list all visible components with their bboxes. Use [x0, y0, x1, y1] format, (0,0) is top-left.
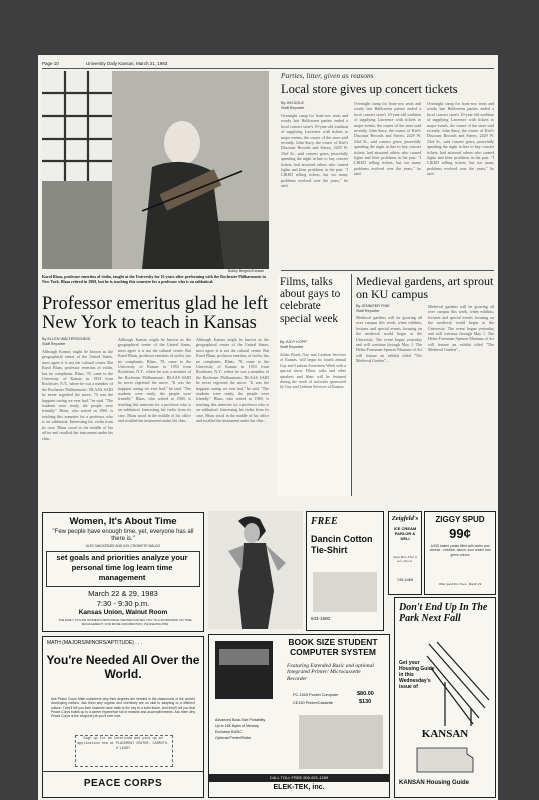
- blaas-body-col3: Although Kansas might be known as the geographical center of the United States, most agree it is not the cultural center. But Karol Blaas, professor emeritus of violin, has no complaints. Blaas, 78, came to the University of Kansas in 1953 from Rochester, N.Y., where he was a member of the Rochester Philharmonic. BLAAS SAID he never regretted the move. "It was the happiest outing we ever had," he said. "The students were ready, the people were friendly." Blaas, who retired in 1969, is teaching this semester for a professor who is on sabbatical. Interesting his violin from its case, Blaas stood in the middle of his office and recalled the instrument under his chin...: [196, 337, 269, 424]
- ad-zeigfelds: [388, 511, 422, 595]
- ad-book-price: $80.00: [357, 691, 374, 697]
- ad-zeig-hours: Open Mon.-Thur. 9 a.m.-10 p.m.: [393, 555, 417, 563]
- ad-book-feature: Advanced Book-Size Portability: [215, 718, 266, 722]
- ad-book-subhead: Featuring Extended Basic and optional Integrated Printer/ Microcassette Recorder: [287, 663, 374, 682]
- photo-caption: Karol Blaas, professor emeritus of violin, taught at the University for 16 years after performing with the Rochester Philharmonic in New York. Blaas retired in 1969, but he is teaching this semester for a professor who is on sabbatical.: [42, 274, 266, 284]
- ad-book-brand: ELEK-TEK, inc.: [273, 784, 325, 791]
- photo-illustration: [42, 71, 269, 269]
- gardens-byline-role: Staff Reporter: [356, 309, 380, 313]
- gardens-body-col2: Medieval gardens will be growing all over campus this week, when exhibits, lectures and special events focusing on the medieval world begin at the University. The event began yesterday and will continue through May 1. The Helen Foresman Spencer Museum of Art will feature an exhibit titled "The Medieval Garden"...: [428, 304, 494, 353]
- concerts-byline-name: By JIM DOLE: [281, 101, 304, 105]
- blaas-byline-role: Staff Reporter: [42, 342, 66, 346]
- blaas-photo: [42, 71, 269, 269]
- concerts-body-col1: Overnight camp for front-row seats and rowdy late Halloween parties ended a local concert store's 10-year-old tradition of supplying Lawrence with tickets to major events, the owner of the store said recently. John Stacy, the owner of Kief's Discount Records and Stereo, 2429 W. 23rd St., said concert goers, peacefully spending the night in line to buy concert tickets, had attracted others who caused fights and litter problems in the past. "I LIKED selling tickets, but too many problems evolved over the years," he said.: [281, 113, 348, 189]
- fashion-illustration: [208, 511, 303, 629]
- blaas-body-col2: Although Kansas might be known as the geographical center of the United States, most agree it is not the cultural center. But Karol Blaas, professor emeritus of violin, has no complaints. Blaas, 78, came to the University of Kansas in 1953 from Rochester, N.Y., where he was a member of the Rochester Philharmonic. BLAAS SAID he never regretted the move. "It was the happiest outing we ever had," he said. "The students were ready, the people were friendly." Blaas, who retired in 1969, is teaching this semester for a professor who is on sabbatical. Interesting his violin from its case, Blaas stood in the middle of his office and recalled the instrument under his chin...: [118, 337, 191, 424]
- gardens-headline: Medieval gardens, art sprout on KU campus: [356, 274, 494, 301]
- ad-women-time: 7:30 - 9:30 p.m.: [96, 599, 150, 608]
- ad-pc-body: Ask Peace Corps Math volunteers why their degrees are needed in the classrooms of the world's developing nations. Ask them why organic and chemistry are so vital to adapting to a different culture. They'll tell you their students have math is the key to a solid future. And they'll tell you that Peace Corps builds up to a career experience full of rewards and accomplishments. Ask them why Peace Corps is the toughest job you'll ever love.: [51, 697, 195, 719]
- concerts-kicker: Parties, litter, given as reasons: [281, 71, 374, 80]
- gardens-byline: [356, 304, 390, 314]
- ad-shirt-brand: FREE: [311, 516, 338, 527]
- ad-women-quote: "Few people have enough time, yet, everyone has all there is.": [52, 529, 194, 542]
- ad-tie-shirt: [306, 511, 384, 631]
- ad-kansan-sub: Get your Housing Guide in this Wednesday's issue of: [399, 660, 435, 690]
- concerts-body-col3: Overnight camp for front-row seats and rowdy late Halloween parties ended a local concert store's 10-year-old tradition of supplying Lawrence with tickets to major events, the owner of the store said recently. John Stacy, the owner of Kief's Discount Records and Stereo, 2429 W. 23rd St., said concert goers, peacefully spending the night in line to buy concert tickets, had attracted others who caused fights and litter problems in the past. "I LIKED selling tickets, but too many problems evolved over the years," he said.: [427, 101, 494, 177]
- kansas-map-icon: [415, 744, 475, 774]
- ad-ziggy-title: ZIGGY SPUD: [435, 515, 485, 524]
- ad-book-size-computer: [208, 634, 390, 798]
- films-story: [277, 274, 352, 496]
- ad-women-date: March 22 & 29, 1983: [88, 589, 158, 598]
- fashion-photo: [208, 511, 303, 629]
- blaas-byline-name: By ELLEN WALTERSCHEID: [42, 337, 91, 341]
- films-byline-role: Staff Reporter: [280, 345, 304, 349]
- ad-book-price-label: PC-1500 Pocket Computer: [293, 693, 339, 697]
- ad-women-headline: set goals and priorities analyze your personal time log learn time management: [56, 553, 188, 582]
- ad-book-feature: Up to 16K Bytes of Memory: [215, 724, 259, 728]
- ad-peace-corps: [42, 636, 204, 798]
- films-byline-name: By JUDY KOPP: [280, 340, 307, 344]
- ad-book-feature: Optional Printer/Plotter: [215, 736, 252, 740]
- ad-kansan-housing: [394, 597, 496, 798]
- ad-ziggy-spud: [424, 511, 496, 595]
- ad-book-feature: Exclusive BASIC: [215, 730, 242, 734]
- ad-pc-logo: PEACE CORPS: [83, 778, 163, 789]
- ad-women-time: [42, 512, 204, 632]
- concerts-headline: Local store gives up concert tickets: [281, 82, 458, 96]
- ad-women-attribution: ALEC MACKENZIE AND KAY CRONKITE WALDO: [85, 544, 161, 548]
- ad-shirt-phone: 843-1800: [311, 616, 331, 621]
- ad-kansan-paper: KANSAN: [421, 728, 469, 740]
- ad-ziggy-footer: Offer good thru Tues., March 29: [438, 582, 482, 586]
- ad-book-features: [215, 717, 293, 741]
- concerts-byline: [281, 101, 305, 111]
- ad-women-title: Women, It's About Time: [69, 516, 177, 527]
- ad-ziggy-price: 99¢: [449, 526, 471, 541]
- ad-book-headline: BOOK SIZE STUDENT COMPUTER SYSTEM: [288, 637, 378, 657]
- films-byline: [280, 340, 307, 350]
- ad-pc-top: MATH (MAJORS/MINORS/APTITUDE) . . .: [47, 640, 143, 646]
- ad-zeig-subtitle: ICE CREAM PARLOR & DELI: [393, 526, 417, 541]
- ad-book-price2-label: CE150 Printer/Cassette: [293, 701, 333, 705]
- ad-ziggy-desc: A BIG baked potato filled with butter and cheese - cheddar, bacon, sour cream and green onions: [429, 544, 491, 557]
- films-headline: Films, talks about gays to celebrate special week: [280, 276, 341, 325]
- photo-credit: Bobby Bergner/Kansan: [228, 269, 265, 273]
- ad-zeig-phone: 749-1469: [396, 578, 414, 582]
- ad-pc-headline: You're Needed All Over the World.: [46, 653, 200, 681]
- paper-dateline: University Daily Kansan, March 21, 1983: [86, 61, 168, 66]
- newspaper-page: [38, 55, 498, 800]
- ad-zeig-name: Zeigfeld's: [391, 515, 419, 522]
- blaas-body-col1: Although Kansas might be known as the geographical center of the United States, most agree it is not the cultural center. But Karol Blaas, professor emeritus of violin, has no complaints. Blaas, 78, came to the University of Kansas in 1953 from Rochester, N.Y., where he was a member of the Rochester Philharmonic. BLAAS SAID he never regretted the move. "It was the happiest outing we ever had," he said. "The students were ready, the people were friendly." Blaas, who retired in 1969, is teaching this semester for a professor who is on sabbatical. Interesting his violin from its case, Blaas stood in the middle of his office and recalled the instrument under his chin...: [42, 349, 113, 441]
- ad-pc-contact: Sign up for an interview and pick up an application now at PLACEMENT CENTER, CARRUTH-O'LEARY: [77, 737, 169, 751]
- ad-book-footer: CALL TOLL FREE 800-621-1269: [209, 774, 389, 782]
- concerts-body-col2: Overnight camp for front-row seats and rowdy late Halloween parties ended a local concert store's 10-year-old tradition of supplying Lawrence with tickets to major events, the owner of the store said recently. John Stacy, the owner of Kief's Discount Records and Stereo, 2429 W. 23rd St., said concert goers, peacefully spending the night in line to buy concert tickets, had attracted others who caused fights and litter problems in the past. "I LIKED selling tickets, but too many problems evolved over the years," he said.: [354, 101, 421, 177]
- ad-women-footer: THE EMILY TAYLOR WOMEN'S RESOURCE CENTER INVITES YOU TO A WORKSHOP ON TIME MANAGEMENT. FOR MORE INFORMATION, PHONE 864-3552: [58, 618, 192, 626]
- ad-shirt-product: Dancin Cotton Tie-Shirt: [311, 534, 373, 555]
- gardens-byline-name: By JENNIFER FINE: [356, 304, 390, 308]
- ad-kansan-footer: KANSAN Housing Guide: [399, 780, 469, 786]
- ad-book-price2: $130: [359, 699, 372, 705]
- ad-kansan-headline: Don't End Up In The Park Next Fall: [399, 602, 488, 624]
- page-number: Page 10: [42, 61, 59, 66]
- blaas-headline: Professor emeritus glad he left New York to teach in Kansas: [42, 294, 269, 333]
- blaas-byline: [42, 337, 102, 347]
- gardens-body-col1: Medieval gardens will be growing all over campus this week, when exhibits, lectures and special events focusing on the medieval world begin at the University. The event began yesterday and will continue through May 1. The Helen Foresman Spencer Museum of Art will feature an exhibit titled "The Medieval Garden"...: [356, 315, 422, 364]
- films-body: Julian Bond, Gay and Lesbian Services of Kansas, will begin its fourth annual Gay and Lesbian Awareness Week with a special show. Films, talks and other speakers and films will be featured during the week of activities sponsored by Gay and Lesbian Services of Kansas.: [280, 352, 346, 390]
- ad-women-place: Kansas Union, Walnut Room: [78, 609, 168, 616]
- concerts-byline-role: Staff Reporter: [281, 106, 305, 110]
